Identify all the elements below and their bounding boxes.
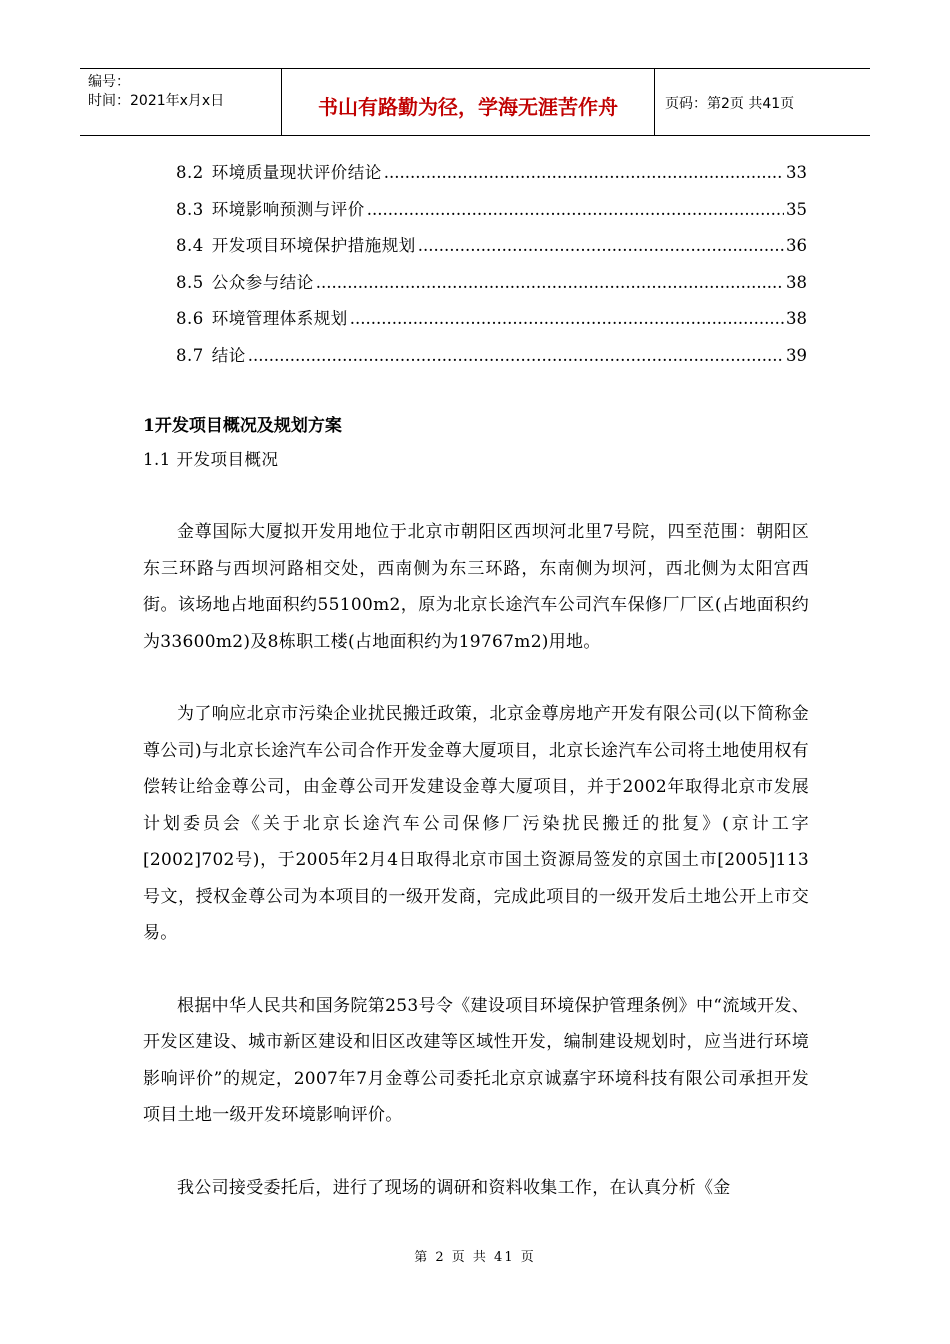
toc-page: 36	[786, 236, 807, 255]
toc-page: 33	[786, 163, 807, 182]
page-footer: 第 2 页 共 41 页	[414, 1250, 536, 1265]
table-of-contents	[176, 155, 807, 374]
toc-entry[interactable]	[176, 338, 807, 375]
toc-entry[interactable]	[176, 228, 807, 265]
toc-entry[interactable]	[176, 192, 807, 229]
paragraph-spacer	[143, 1134, 809, 1170]
toc-title: 开发项目环境保护措施规划	[211, 236, 416, 255]
toc-entry[interactable]	[176, 265, 807, 302]
toc-number: 8.6	[176, 309, 204, 328]
toc-title: 结论	[211, 345, 246, 365]
toc-number: 8.3	[176, 199, 204, 219]
toc-entry[interactable]	[176, 301, 807, 338]
toc-title: 公众参与结论	[211, 272, 314, 292]
toc-leader	[367, 192, 784, 229]
document-body	[143, 410, 809, 1206]
doc-code-label: 编号：	[88, 74, 130, 90]
paragraph: 我公司接受委托后，进行了现场的调研和资料收集工作，在认真分析《金	[177, 1177, 731, 1198]
toc-title: 环境影响预测与评价	[211, 199, 365, 219]
toc-leader	[248, 338, 784, 375]
toc-leader	[316, 265, 784, 302]
paragraph-spacer	[143, 478, 809, 514]
toc-page: 35	[786, 199, 807, 219]
toc-title: 环境质量现状评价结论	[211, 163, 382, 182]
page-header	[80, 68, 870, 136]
toc-leader	[384, 155, 784, 192]
paragraph: 为了响应北京市污染企业扰民搬迁政策，北京金尊房地产开发有限公司(以下简称金尊公司)与北京长途汽车公司合作开发金尊大厦项目，北京长途汽车公司将土地使用权有偿转让给金尊公司，由金尊公司开发建设金尊大厦项目，并于2002年取得北京市发展计划委员会《关于北京长途汽车公司保修厂污染扰民搬迁的批复》(京计工字[2002]702号)，于2005年2月4日取得北京市国土资源局签发的京国土市[2005]113号文，授权金尊公司为本项目的一级开发商，完成此项目的一级开发后土地公开上市交易。	[143, 704, 809, 943]
toc-number: 8.5	[176, 272, 204, 292]
paragraph: 金尊国际大厦拟开发用地位于北京市朝阳区西坝河北里7号院，四至范围：朝阳区东三环路与西坝河路相交处，西南侧为东三环路，东南侧为坝河，西北侧为太阳宫西街。该场地占地面积约55100m2，原为北京长途汽车公司汽车保修厂厂区(占地面积约为33600m2)及8栋职工楼(占地面积约为19767m2)用地。	[143, 522, 809, 652]
header-page-info: 页码：第2页 共41页	[665, 96, 795, 112]
toc-number: 8.7	[176, 345, 204, 365]
toc-title: 环境管理体系规划	[211, 309, 348, 328]
header-meta	[80, 69, 282, 135]
subsection-heading: 1.1 开发项目概况	[143, 450, 279, 469]
doc-time-label: 时间：2021年x月x日	[88, 93, 225, 109]
paragraph-spacer	[143, 660, 809, 696]
toc-number: 8.2	[176, 163, 204, 182]
paragraph: 根据中华人民共和国务院第253号令《建设项目环境保护管理条例》中“流域开发、开发区建设、城市新区建设和旧区改建等区域性开发，编制建设规划时，应当进行环境影响评价”的规定，2007年7月金尊公司委托北京京诚嘉宇环境科技有限公司承担开发项目土地一级开发环境影响评价。	[143, 995, 809, 1125]
toc-number: 8.4	[176, 236, 204, 255]
toc-leader	[418, 228, 784, 265]
toc-page: 38	[786, 309, 807, 328]
paragraph-spacer	[143, 952, 809, 988]
toc-entry[interactable]	[176, 155, 807, 192]
toc-page: 39	[786, 345, 807, 365]
header-motto: 书山有路勤为径，学海无涯苦作舟	[282, 69, 655, 135]
toc-leader	[350, 301, 784, 338]
section-heading: 1开发项目概况及规划方案	[143, 416, 342, 436]
toc-page: 38	[786, 272, 807, 292]
